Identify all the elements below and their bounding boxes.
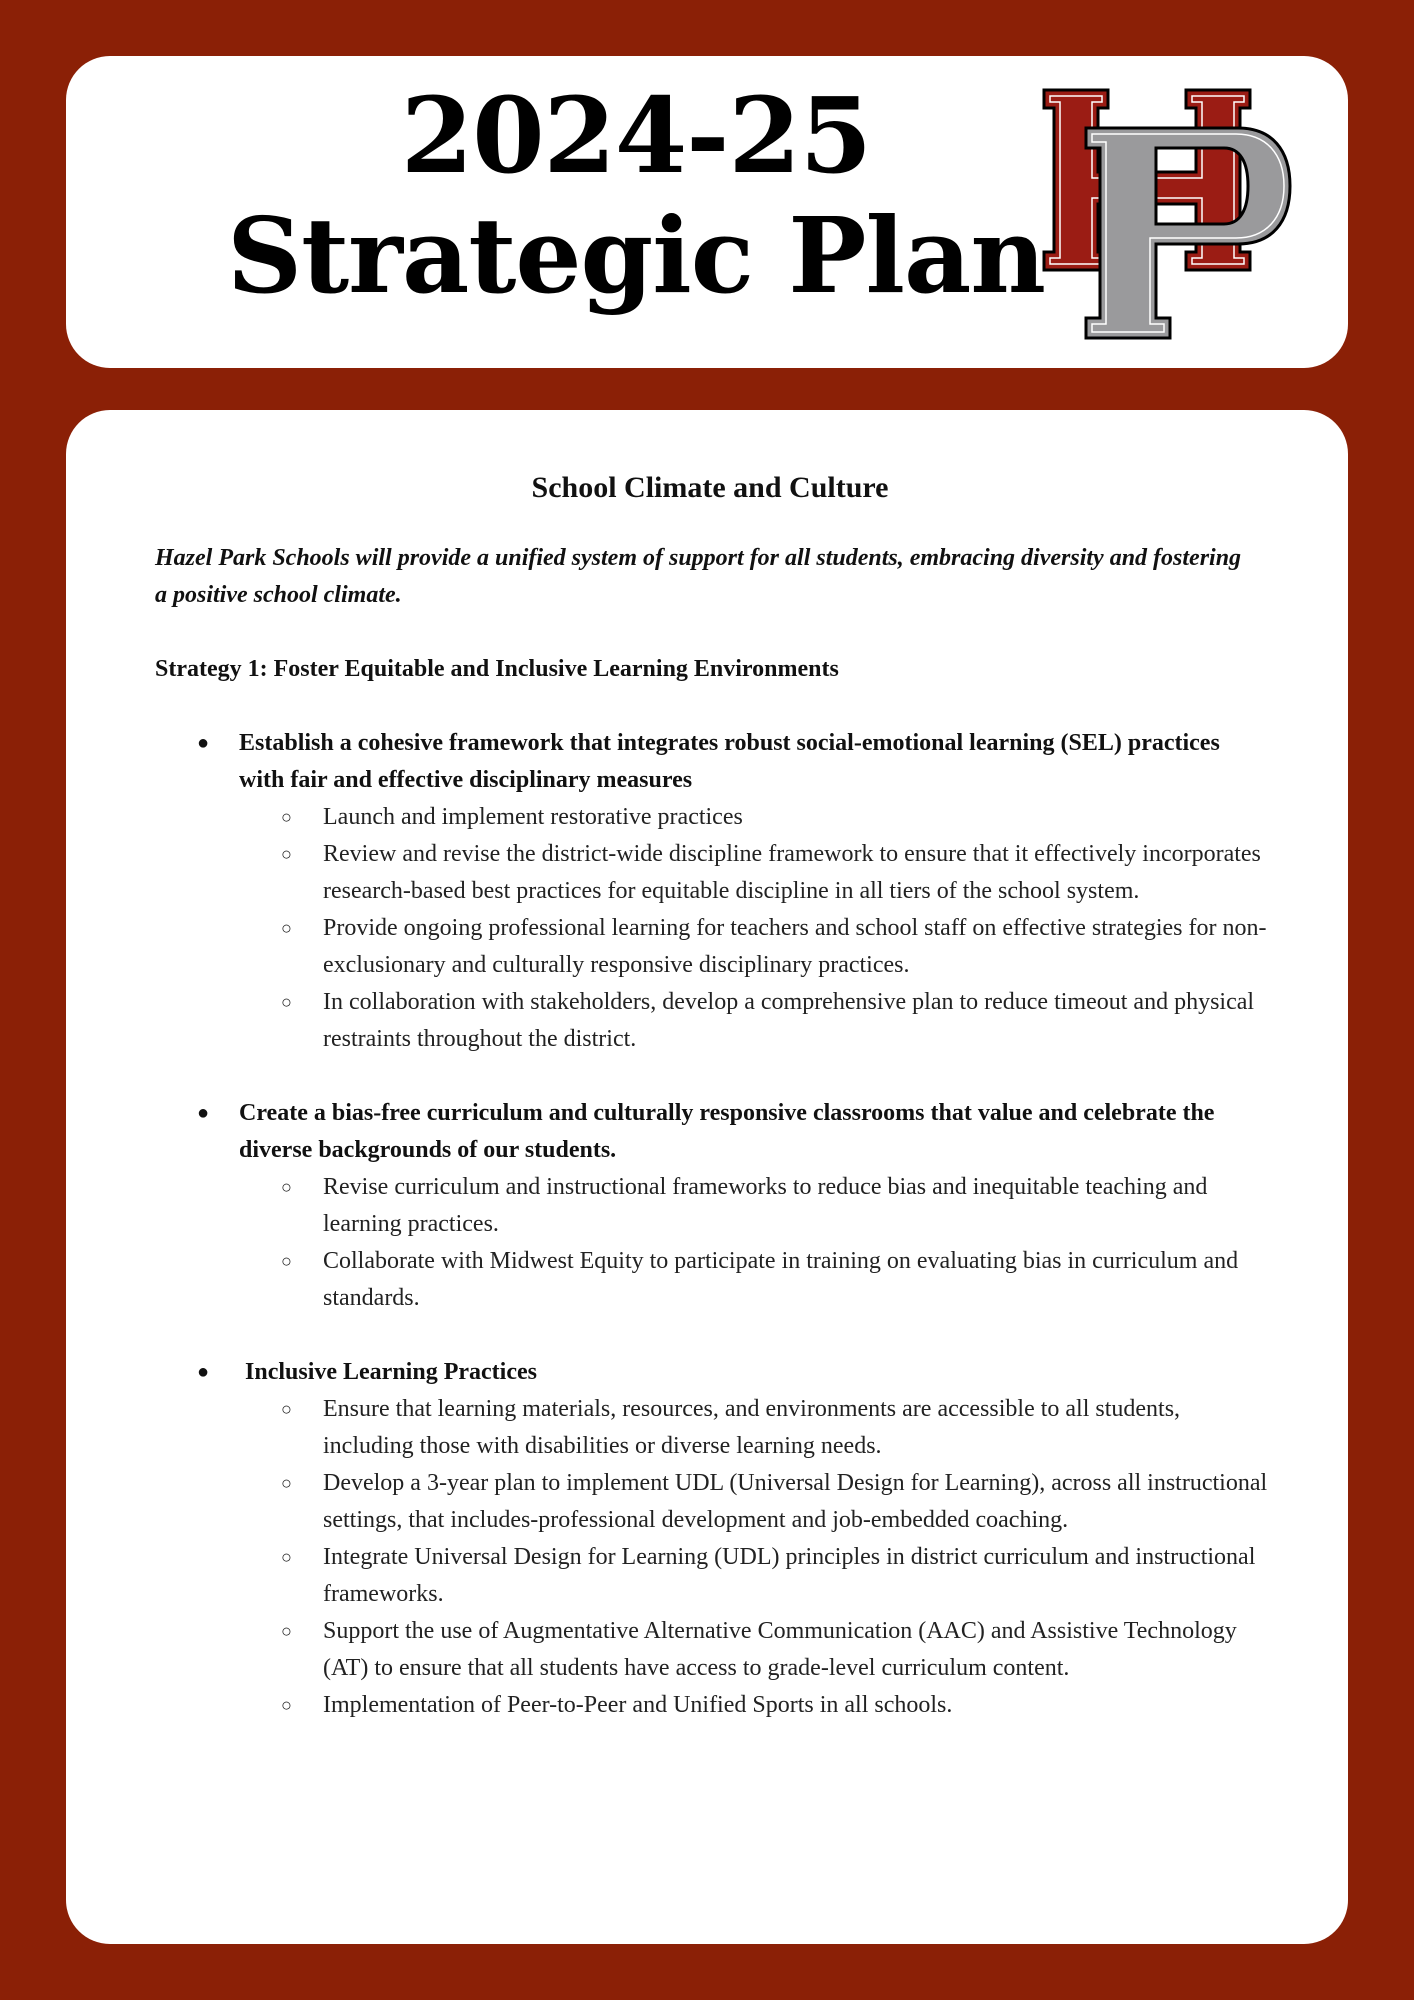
page-title — [176, 76, 1096, 316]
action-item — [239, 910, 1273, 984]
hollow-bullet-icon: ○ — [281, 1473, 292, 1493]
action-item — [239, 1243, 1273, 1317]
action-item — [239, 1539, 1273, 1613]
title-year: 2024-25 — [400, 74, 872, 197]
action-text: Launch and implement restorative practices — [323, 804, 743, 830]
action-item — [239, 984, 1273, 1058]
goal-item — [155, 725, 1335, 1058]
hollow-bullet-icon: ○ — [281, 807, 292, 827]
goal-label: Inclusive Learning Practices — [245, 1359, 537, 1385]
goal-item — [155, 1354, 1335, 1724]
action-list — [239, 1169, 1335, 1317]
action-text: In collaboration with stakeholders, develop a comprehensive plan to reduce timeout and physical restraints throughout the district. — [323, 989, 1255, 1052]
bullet-icon: ● — [197, 1102, 210, 1124]
section-title: School Climate and Culture — [531, 471, 889, 504]
hollow-bullet-icon: ○ — [281, 1251, 292, 1271]
action-item — [239, 1169, 1273, 1243]
vision-statement: Hazel Park Schools will provide a unified system of support for all students, embracing diversity and fostering a positive school climate. — [155, 545, 1242, 608]
action-text: Revise curriculum and instructional frameworks to reduce bias and inequitable teaching and learning practices. — [323, 1174, 1208, 1237]
hp-logo — [1026, 80, 1306, 352]
goal-label: Create a bias-free curriculum and culturally responsive classrooms that value and celebrate the diverse backgrounds of our students. — [239, 1100, 1215, 1163]
hollow-bullet-icon: ○ — [281, 844, 292, 864]
hollow-bullet-icon: ○ — [281, 918, 292, 938]
hollow-bullet-icon: ○ — [281, 992, 292, 1012]
action-text: Ensure that learning materials, resources, and environments are accessible to all students, including those with disabilities or diverse learning needs. — [323, 1396, 1181, 1459]
goal-item — [155, 1095, 1335, 1317]
strategy-heading: Strategy 1: Foster Equitable and Inclusive Learning Environments — [155, 656, 839, 682]
action-text: Implementation of Peer-to-Peer and Unified Sports in all schools. — [323, 1692, 953, 1718]
action-item — [239, 1391, 1273, 1465]
action-text: Integrate Universal Design for Learning (UDL) principles in district curriculum and instructional frameworks. — [323, 1544, 1256, 1607]
action-item — [239, 1465, 1273, 1539]
hollow-bullet-icon: ○ — [281, 1621, 292, 1641]
hollow-bullet-icon: ○ — [281, 1177, 292, 1197]
goal-list — [155, 725, 1335, 1724]
action-item — [239, 1613, 1273, 1687]
hollow-bullet-icon: ○ — [281, 1695, 292, 1715]
hollow-bullet-icon: ○ — [281, 1399, 292, 1419]
action-list — [239, 1391, 1335, 1724]
header-card — [66, 56, 1348, 368]
action-text: Support the use of Augmentative Alternative Communication (AAC) and Assistive Technology (AT) to ensure that all students have access to grade-level curriculum content. — [323, 1618, 1237, 1681]
bullet-icon: ● — [197, 1361, 210, 1383]
content-card — [66, 410, 1348, 1944]
action-item — [239, 836, 1273, 910]
action-item — [239, 799, 1273, 836]
goal-label: Establish a cohesive framework that integrates robust social-emotional learning (SEL) practices with fair and effective disciplinary measures — [239, 730, 1220, 793]
action-item — [239, 1687, 1273, 1724]
action-text: Develop a 3-year plan to implement UDL (Universal Design for Learning), across all instructional settings, that includes-professional development and job-embedded coaching. — [323, 1470, 1268, 1533]
title-text: Strategic Plan — [227, 194, 1045, 317]
hollow-bullet-icon: ○ — [281, 1547, 292, 1567]
action-text: Collaborate with Midwest Equity to participate in training on evaluating bias in curriculum and standards. — [323, 1248, 1239, 1311]
bullet-icon: ● — [197, 732, 210, 754]
action-list — [239, 799, 1335, 1058]
action-text: Provide ongoing professional learning for teachers and school staff on effective strategies for non-exclusionary and culturally responsive disciplinary practices. — [323, 915, 1267, 978]
action-text: Review and revise the district-wide discipline framework to ensure that it effectively incorporates research-based best practices for equitable discipline in all tiers of the school system. — [323, 841, 1261, 904]
